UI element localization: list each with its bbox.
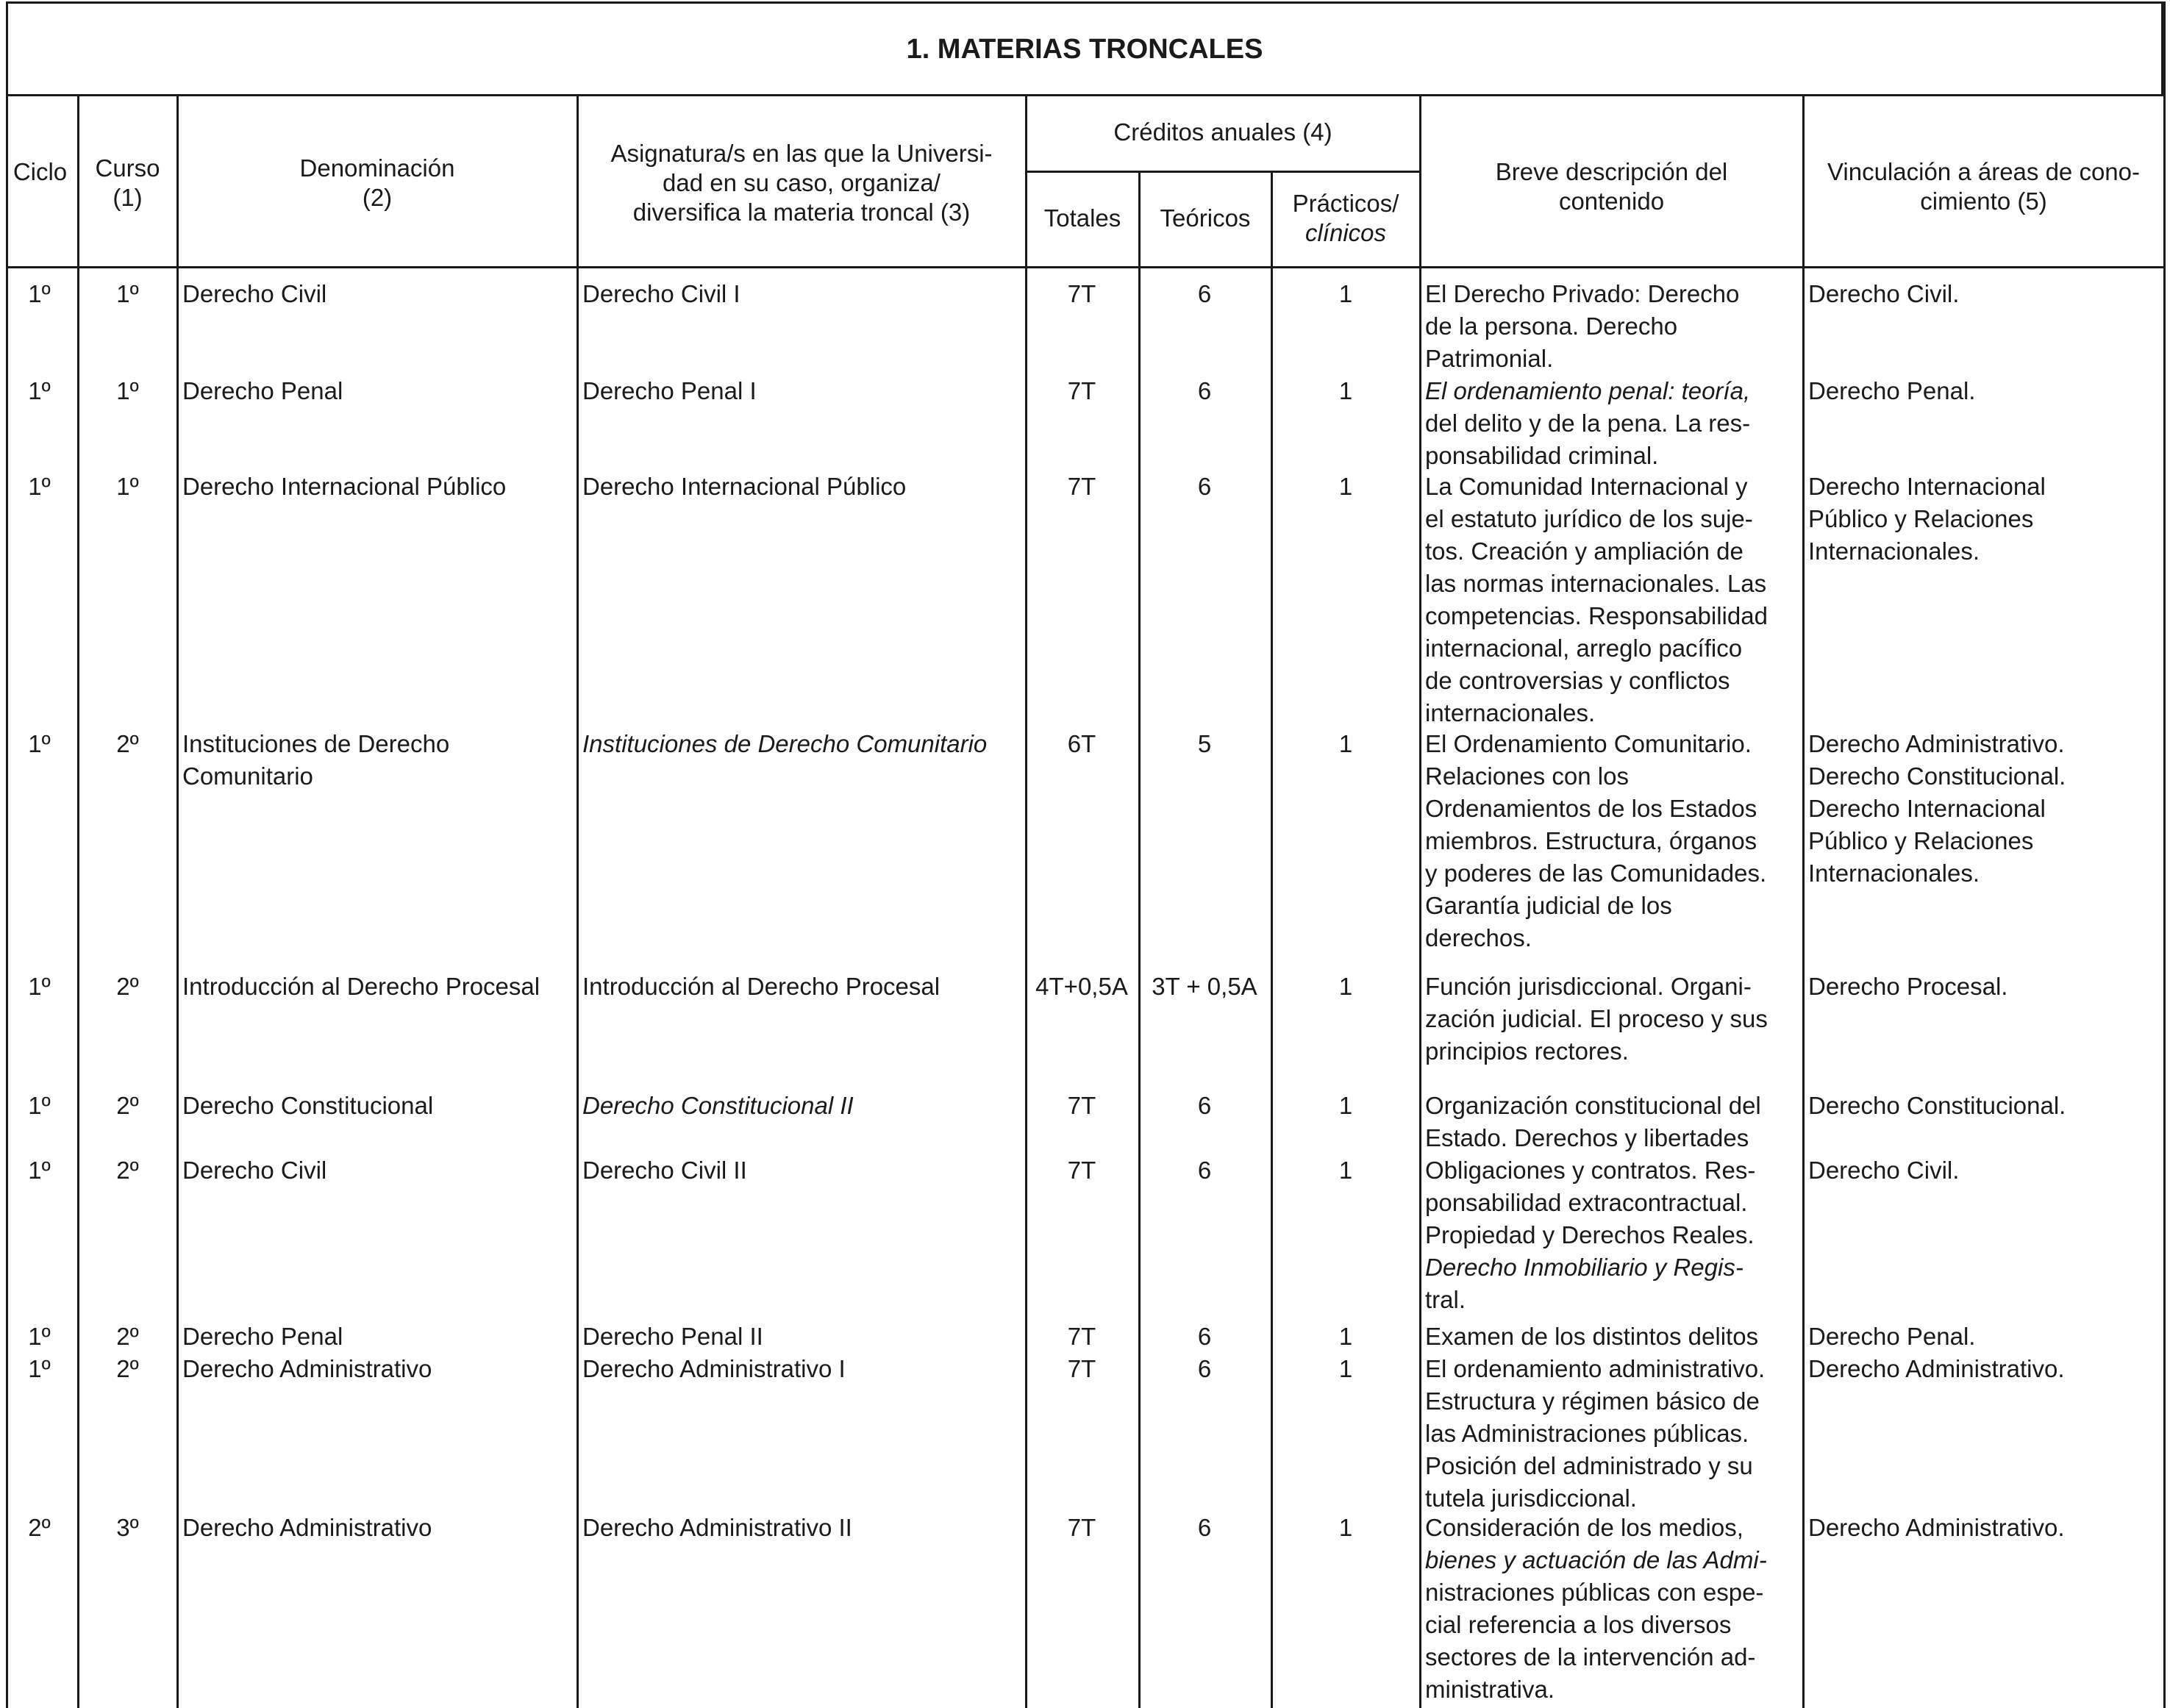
- cell-descripcion: [1425, 375, 1798, 472]
- header-denominacion-text: [300, 154, 455, 212]
- cell-descripcion-line: Relaciones con los: [1425, 762, 1629, 790]
- cell-ciclo: 1º: [28, 973, 51, 1000]
- header-curso-text: [95, 154, 160, 212]
- cell-totales: 7T: [1067, 377, 1096, 404]
- cell-denominacion-line: Introducción al Derecho Procesal: [182, 973, 540, 1000]
- header-asignatura-text: [610, 139, 992, 227]
- header-totales-text: [1044, 204, 1121, 233]
- cell-curso: 2º: [116, 730, 139, 757]
- cell-vinculacion-line: Público y Relaciones: [1808, 827, 2034, 854]
- header-line: cimiento (5): [1920, 187, 2047, 215]
- header-line: Vinculación a áreas de cono-: [1827, 158, 2140, 185]
- cell-vinculacion: [1808, 728, 2159, 890]
- header-descripcion: [1422, 138, 1801, 235]
- cell-curso: 1º: [116, 377, 139, 404]
- cell-denominacion: [182, 1321, 572, 1353]
- cell-ciclo: 1º: [28, 280, 51, 307]
- cell-teoricos: 6: [1197, 1157, 1212, 1184]
- cell-vinculacion-line: Derecho Civil.: [1808, 1157, 1960, 1184]
- grid-line: [1802, 94, 1805, 1708]
- cell-vinculacion-line: Derecho Constitucional.: [1808, 1092, 2066, 1119]
- cell-descripcion-line: las Administraciones públicas.: [1425, 1420, 1749, 1447]
- cell-denominacion: [182, 971, 572, 1003]
- cell-denominacion: [182, 728, 572, 793]
- header-teoricos-text: [1160, 204, 1251, 233]
- cell-teoricos: 5: [1197, 730, 1212, 757]
- header-creditos: [1028, 94, 1418, 171]
- header-curso: [80, 146, 175, 221]
- cell-denominacion-line: Derecho Administrativo: [182, 1514, 432, 1541]
- header-line: Ciclo: [13, 158, 68, 185]
- cell-denominacion: [182, 278, 572, 310]
- cell-totales: 7T: [1067, 1157, 1096, 1184]
- cell-teoricos: 6: [1197, 1355, 1212, 1382]
- cell-denominacion: [182, 375, 572, 407]
- cell-descripcion-line: bienes y actuación de las Admi-: [1425, 1546, 1767, 1573]
- cell-descripcion-line: Función jurisdiccional. Organi-: [1425, 973, 1752, 1000]
- cell-descripcion-line: Derecho Inmobiliario y Regis-: [1425, 1254, 1744, 1281]
- header-practicos-text: [1293, 189, 1399, 248]
- grid-line: [1419, 94, 1421, 1708]
- cell-practicos: 1: [1338, 1092, 1353, 1119]
- cell-asignatura: Derecho Civil II: [582, 1157, 747, 1184]
- header-line: Totales: [1043, 204, 1121, 232]
- cell-descripcion-line: Consideración de los medios,: [1425, 1514, 1744, 1541]
- header-denominacion: [179, 146, 575, 221]
- grid-line: [6, 1, 8, 1708]
- cell-descripcion-line: competencias. Responsabilidad: [1425, 602, 1768, 629]
- cell-vinculacion-line: Público y Relaciones: [1808, 505, 2034, 532]
- cell-vinculacion-line: Derecho Procesal.: [1808, 973, 2008, 1000]
- cell-curso: 2º: [116, 1355, 139, 1382]
- cell-descripcion-line: zación judicial. El proceso y sus: [1425, 1005, 1768, 1032]
- header-totales: [1028, 171, 1137, 266]
- header-line: Curso: [95, 154, 160, 182]
- cell-practicos: 1: [1338, 1157, 1353, 1184]
- cell-vinculacion: [1808, 1512, 2159, 1544]
- cell-descripcion-line: y poderes de las Comunidades.: [1425, 860, 1767, 887]
- cell-asignatura: Derecho Constitucional II: [582, 1092, 854, 1119]
- header-line: Teóricos: [1160, 204, 1251, 232]
- header-line: (1): [113, 184, 143, 211]
- cell-asignatura: Derecho Administrativo I: [582, 1355, 846, 1382]
- cell-denominacion-line: Derecho Penal: [182, 377, 343, 404]
- cell-descripcion-line: Estructura y régimen básico de: [1425, 1387, 1760, 1415]
- cell-denominacion-line: Derecho Constitucional: [182, 1092, 434, 1119]
- cell-denominacion: [182, 471, 572, 503]
- cell-vinculacion: [1808, 1154, 2159, 1187]
- cell-vinculacion-line: Derecho Civil.: [1808, 280, 1960, 307]
- cell-vinculacion: [1808, 278, 2159, 310]
- cell-teoricos: 6: [1197, 473, 1212, 500]
- cell-totales: 7T: [1067, 1355, 1096, 1382]
- cell-descripcion-line: ponsabilidad extracontractual.: [1425, 1189, 1748, 1216]
- cell-descripcion-line: Patrimonial.: [1425, 345, 1554, 372]
- cell-descripcion-line: Posición del administrado y su: [1425, 1452, 1753, 1479]
- cell-denominacion-line: Derecho Internacional Público: [182, 473, 507, 500]
- header-creditos-text: [1113, 118, 1332, 147]
- cell-denominacion: [182, 1512, 572, 1544]
- cell-descripcion-line: de controversias y conflictos: [1425, 667, 1730, 694]
- cell-practicos: 1: [1338, 377, 1353, 404]
- cell-descripcion-line: El ordenamiento penal: teoría,: [1425, 377, 1751, 404]
- cell-asignatura: Derecho Internacional Público: [582, 473, 907, 500]
- cell-vinculacion-line: Internacionales.: [1808, 537, 1980, 565]
- cell-descripcion-line: El Ordenamiento Comunitario.: [1425, 730, 1752, 757]
- cell-descripcion-line: cial referencia a los diversos: [1425, 1611, 1732, 1638]
- cell-curso: 2º: [116, 973, 139, 1000]
- cell-descripcion-line: Ordenamientos de los Estados: [1425, 795, 1757, 822]
- header-teoricos: [1141, 171, 1269, 266]
- cell-descripcion-line: Garantía judicial de los: [1425, 892, 1672, 919]
- cell-descripcion-line: derechos.: [1425, 924, 1532, 951]
- cell-curso: 1º: [116, 280, 139, 307]
- cell-teoricos: 6: [1197, 377, 1212, 404]
- cell-practicos: 1: [1338, 280, 1353, 307]
- cell-vinculacion-line: Derecho Internacional: [1808, 473, 2046, 500]
- cell-descripcion: [1425, 1512, 1798, 1706]
- cell-denominacion-line: Derecho Civil: [182, 280, 327, 307]
- cell-descripcion-line: el estatuto jurídico de los suje-: [1425, 505, 1753, 532]
- cell-vinculacion-line: Derecho Administrativo.: [1808, 1355, 2065, 1382]
- cell-vinculacion: [1808, 1321, 2159, 1353]
- cell-ciclo: 1º: [28, 730, 51, 757]
- cell-denominacion-line: Instituciones de Derecho: [182, 730, 450, 757]
- cell-descripcion-line: El ordenamiento administrativo.: [1425, 1355, 1766, 1382]
- cell-descripcion: [1425, 1321, 1798, 1353]
- cell-practicos: 1: [1338, 1323, 1353, 1350]
- cell-descripcion-line: Propiedad y Derechos Reales.: [1425, 1221, 1755, 1248]
- cell-vinculacion-line: Derecho Internacional: [1808, 795, 2046, 822]
- cell-ciclo: 1º: [28, 1157, 51, 1184]
- cell-denominacion-line: Derecho Administrativo: [182, 1355, 432, 1382]
- cell-totales: 7T: [1067, 280, 1096, 307]
- cell-descripcion: [1425, 278, 1798, 375]
- header-line: dad en su caso, organiza/: [663, 169, 941, 196]
- grid-line: [1025, 94, 1027, 1708]
- cell-descripcion-line: miembros. Estructura, órganos: [1425, 827, 1757, 854]
- cell-teoricos: 6: [1197, 280, 1212, 307]
- grid-line: [2163, 1, 2166, 1708]
- cell-totales: 7T: [1067, 1514, 1096, 1541]
- header-descripcion-text: [1496, 157, 1728, 216]
- cell-asignatura: Derecho Civil I: [582, 280, 740, 307]
- cell-descripcion-line: internacionales.: [1425, 699, 1596, 726]
- cell-vinculacion: [1808, 375, 2159, 407]
- cell-descripcion-line: las normas internacionales. Las: [1425, 570, 1767, 597]
- cell-descripcion: [1425, 1154, 1798, 1316]
- grid-line: [1271, 171, 1273, 1708]
- cell-descripcion-line: internacional, arreglo pacífico: [1425, 635, 1743, 662]
- cell-descripcion-line: tutela jurisdiccional.: [1425, 1484, 1637, 1512]
- header-ciclo: [4, 94, 76, 250]
- cell-vinculacion: [1808, 1090, 2159, 1122]
- cell-asignatura: Derecho Penal II: [582, 1323, 763, 1350]
- cell-descripcion-line: El Derecho Privado: Derecho: [1425, 280, 1740, 307]
- cell-denominacion: [182, 1154, 572, 1187]
- cell-descripcion-line: ponsabilidad criminal.: [1425, 442, 1659, 469]
- cell-vinculacion: [1808, 971, 2159, 1003]
- cell-descripcion-line: La Comunidad Internacional y: [1425, 473, 1748, 500]
- cell-vinculacion-line: Internacionales.: [1808, 860, 1980, 887]
- cell-vinculacion-line: Derecho Penal.: [1808, 1323, 1976, 1350]
- header-line: clínicos: [1305, 219, 1387, 246]
- cell-ciclo: 1º: [28, 1355, 51, 1382]
- cell-descripcion-line: tos. Creación y ampliación de: [1425, 537, 1744, 565]
- cell-ciclo: 1º: [28, 377, 51, 404]
- cell-descripcion-line: Obligaciones y contratos. Res-: [1425, 1157, 1756, 1184]
- cell-curso: 1º: [116, 473, 139, 500]
- cell-vinculacion-line: Derecho Penal.: [1808, 377, 1976, 404]
- header-line: Denominación: [299, 154, 455, 182]
- grid-line: [176, 94, 179, 1708]
- header-line: contenido: [1558, 187, 1665, 215]
- cell-descripcion: [1425, 1090, 1798, 1154]
- header-line: (2): [362, 184, 393, 211]
- cell-descripcion: [1425, 471, 1798, 729]
- cell-teoricos: 6: [1197, 1092, 1212, 1119]
- cell-denominacion-line: Comunitario: [182, 762, 313, 790]
- cell-practicos: 1: [1338, 730, 1353, 757]
- header-line: Asignatura/s en las que la Universi-: [610, 140, 993, 167]
- header-line: Breve descripción del: [1495, 158, 1728, 185]
- cell-totales: 6T: [1067, 730, 1096, 757]
- header-line: Créditos anuales (4): [1113, 118, 1332, 146]
- cell-descripcion: [1425, 1353, 1798, 1515]
- cell-vinculacion: [1808, 471, 2159, 568]
- cell-curso: 2º: [116, 1157, 139, 1184]
- cell-descripcion-line: Organización constitucional del: [1425, 1092, 1761, 1119]
- cell-ciclo: 2º: [28, 1514, 51, 1541]
- table-title: 1. MATERIAS TRONCALES: [6, 1, 2163, 96]
- cell-ciclo: 1º: [28, 1323, 51, 1350]
- cell-denominacion: [182, 1353, 572, 1385]
- header-vinculacion: [1805, 138, 2162, 235]
- cell-descripcion-line: del delito y de la pena. La res-: [1425, 410, 1751, 437]
- cell-descripcion-line: Estado. Derechos y libertades: [1425, 1124, 1749, 1151]
- cell-vinculacion-line: Derecho Administrativo.: [1808, 730, 2065, 757]
- cell-curso: 2º: [116, 1323, 139, 1350]
- cell-descripcion: [1425, 728, 1798, 954]
- cell-denominacion-line: Derecho Penal: [182, 1323, 343, 1350]
- cell-asignatura: Introducción al Derecho Procesal: [582, 973, 941, 1000]
- cell-totales: 7T: [1067, 1092, 1096, 1119]
- cell-teoricos: 6: [1197, 1323, 1212, 1350]
- header-vinculacion-text: [1827, 157, 2140, 216]
- cell-descripcion-line: principios rectores.: [1425, 1037, 1629, 1065]
- cell-descripcion-line: sectores de la intervención ad-: [1425, 1643, 1756, 1671]
- header-ciclo-text: [13, 157, 67, 187]
- cell-vinculacion-line: Derecho Administrativo.: [1808, 1514, 2065, 1541]
- grid-line: [577, 94, 579, 1708]
- cell-descripcion: [1425, 971, 1798, 1068]
- cell-ciclo: 1º: [28, 473, 51, 500]
- cell-asignatura: Derecho Administrativo II: [582, 1514, 852, 1541]
- cell-descripcion-line: de la persona. Derecho: [1425, 312, 1678, 340]
- cell-curso: 3º: [116, 1514, 139, 1541]
- cell-totales: 7T: [1067, 1323, 1096, 1350]
- header-line: diversifica la materia troncal (3): [632, 199, 971, 226]
- cell-descripcion-line: nistraciones públicas con espe-: [1425, 1579, 1764, 1606]
- cell-practicos: 1: [1338, 1355, 1353, 1382]
- cell-totales: 4T+0,5A: [1035, 973, 1128, 1000]
- cell-denominacion: [182, 1090, 572, 1122]
- grid-line: [6, 266, 2166, 268]
- cell-descripcion-line: ministrativa.: [1425, 1676, 1555, 1703]
- header-asignatura: [579, 124, 1024, 243]
- cell-asignatura: Derecho Penal I: [582, 377, 757, 404]
- header-line: Prácticos/: [1292, 190, 1399, 217]
- cell-teoricos: 3T + 0,5A: [1152, 973, 1257, 1000]
- cell-vinculacion-line: Derecho Constitucional.: [1808, 762, 2066, 790]
- cell-totales: 7T: [1067, 473, 1096, 500]
- cell-descripcion-line: Examen de los distintos delitos: [1425, 1323, 1759, 1350]
- cell-practicos: 1: [1338, 1514, 1353, 1541]
- cell-practicos: 1: [1338, 973, 1353, 1000]
- cell-descripcion-line: tral.: [1425, 1286, 1466, 1313]
- grid-line: [77, 94, 79, 1708]
- cell-asignatura: Instituciones de Derecho Comunitario: [582, 730, 988, 757]
- cell-teoricos: 6: [1197, 1514, 1212, 1541]
- cell-denominacion-line: Derecho Civil: [182, 1157, 327, 1184]
- cell-vinculacion: [1808, 1353, 2159, 1385]
- cell-ciclo: 1º: [28, 1092, 51, 1119]
- cell-practicos: 1: [1338, 473, 1353, 500]
- cell-curso: 2º: [116, 1092, 139, 1119]
- header-practicos: [1274, 171, 1418, 266]
